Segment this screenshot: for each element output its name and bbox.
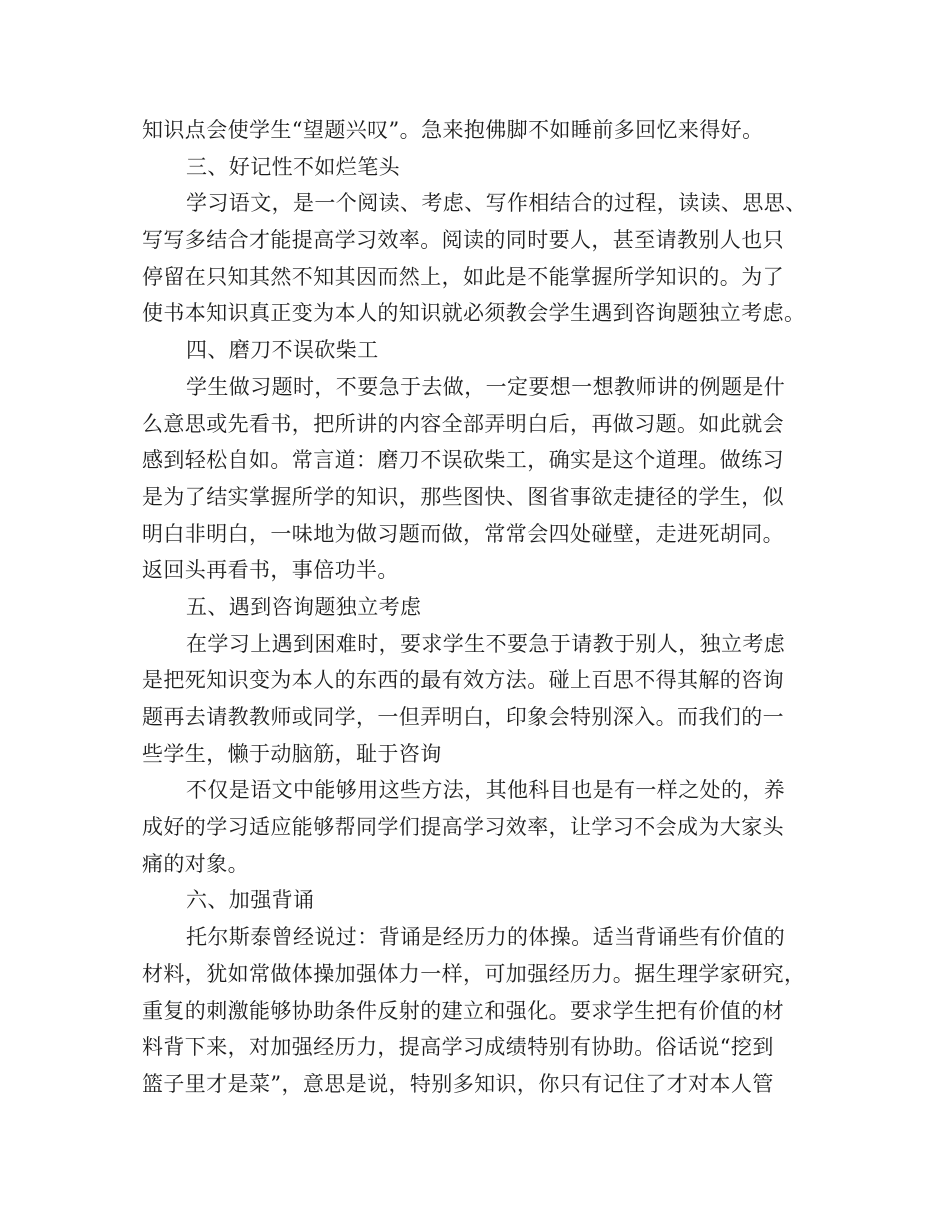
- text-line: 写写多结合才能提高学习效率。阅读的同时要人，甚至请教别人也只: [142, 228, 784, 253]
- text-line: 五、遇到咨询题独立考虑: [186, 594, 422, 619]
- text-line: 托尔斯泰曾经说过：背诵是经历力的体操。适当背诵些有价值的: [186, 925, 786, 950]
- text-line: 么意思或先看书，把所讲的内容全部弄明白后，再做习题。如此就会: [142, 411, 784, 436]
- text-line: 是把死知识变为本人的东西的最有效方法。碰上百思不得其解的咨询: [142, 668, 784, 693]
- text-line: 感到轻松自如。常言道：磨刀不误砍柴工，确实是这个道理。做练习: [142, 448, 784, 473]
- text-line: 停留在只知其然不知其因而然上，如此是不能掌握所学知识的。为了: [142, 264, 784, 289]
- text-line: 明白非明白，一味地为做习题而做，常常会四处碰壁，走进死胡同。: [142, 521, 784, 546]
- text-line: 返回头再看书，事倍功半。: [142, 558, 399, 583]
- text-line: 篮子里才是菜”，意思是说，特别多知识，你只有记住了才对本人管: [142, 1071, 774, 1096]
- text-line: 学生做习题时，不要急于去做，一定要想一想教师讲的例题是什: [186, 374, 786, 399]
- text-line: 材料，犹如常做体操加强体力一样，可加强经历力。据生理学家研究，: [142, 961, 806, 986]
- text-line: 题再去请教教师或同学，一但弄明白，印象会特别深入。而我们的一: [142, 705, 784, 729]
- text-line: 使书本知识真正变为本人的知识就必须教会学生遇到咨询题独立考虑。: [142, 301, 806, 326]
- text-line: 学习语文，是一个阅读、考虑、写作相结合的过程，读读、思思、: [186, 191, 807, 216]
- text-line: 知识点会使学生“望题兴叹”。急来抱佛脚不如睡前多回忆来得好。: [142, 118, 764, 142]
- text-line: 三、好记性不如烂笔头: [186, 154, 400, 179]
- text-line: 是为了结实掌握所学的知识，那些图快、图省事欲走捷径的学生，似: [142, 484, 784, 509]
- text-line: 痛的对象。: [142, 851, 249, 876]
- text-line: 在学习上遇到困难时，要求学生不要急于请教于别人，独立考虑: [186, 631, 786, 656]
- text-line: 料背下来，对加强经历力，提高学习成绩特别有协助。俗话说“挖到: [142, 1035, 774, 1060]
- text-line: 重复的刺激能够协助条件反射的建立和强化。要求学生把有价值的材: [142, 998, 784, 1023]
- body-text: [142, 112, 826, 1103]
- text-line: 些学生，懒于动脑筋，耻于咨询: [142, 741, 442, 766]
- text-line: 四、磨刀不误砍柴工: [186, 338, 379, 363]
- text-line: 不仅是语文中能够用这些方法，其他科目也是有一样之处的，养: [186, 778, 786, 803]
- text-line: 成好的学习适应能够帮同学们提高学习效率，让学习不会成为大家头: [142, 815, 784, 840]
- text-line: 六、加强背诵: [186, 888, 315, 913]
